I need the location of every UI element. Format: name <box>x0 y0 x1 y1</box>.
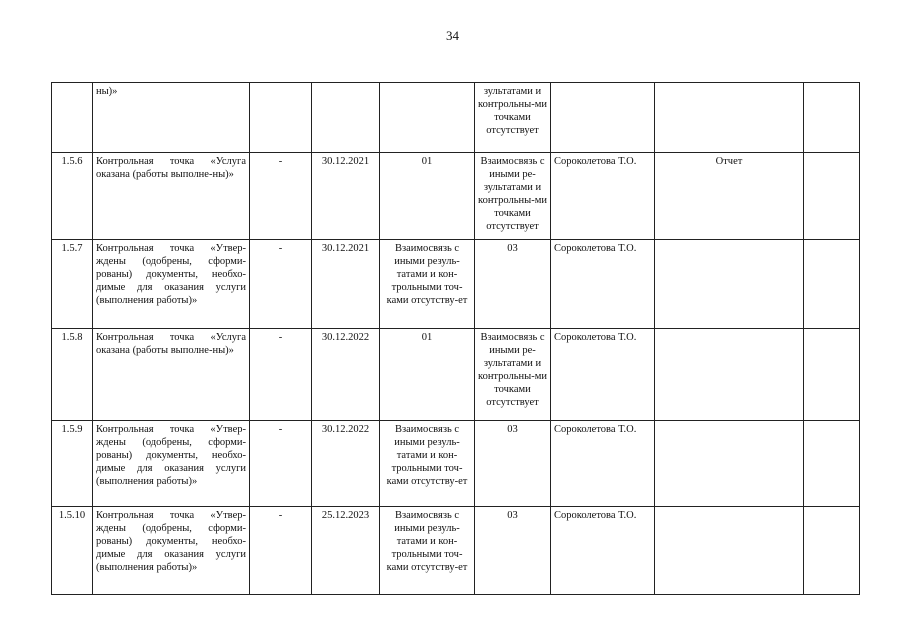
row-last <box>804 421 860 507</box>
row-number <box>52 83 93 153</box>
row-col5: Взаимосвязь с иными резуль-татами и кон-трольными точ-ками отсутству-ет <box>380 421 475 507</box>
row-doc <box>655 83 804 153</box>
row-person: Сороколетова Т.О. <box>551 329 655 421</box>
row-person <box>551 83 655 153</box>
table-row <box>52 421 860 507</box>
row-last <box>804 329 860 421</box>
row-date: 30.12.2022 <box>312 329 380 421</box>
row-person: Сороколетова Т.О. <box>551 240 655 329</box>
row-number: 1.5.7 <box>52 240 93 329</box>
row-dash: - <box>250 329 312 421</box>
row-name: Контрольная точка «Утвер-ждены (одобрены, сформи-рованы) документы, необхо-димые для оказания услуги (выполнения работы)» <box>93 507 250 595</box>
row-date: 30.12.2022 <box>312 421 380 507</box>
row-date <box>312 83 380 153</box>
row-last <box>804 153 860 240</box>
row-doc <box>655 507 804 595</box>
row-number: 1.5.10 <box>52 507 93 595</box>
row-col6: 03 <box>475 240 551 329</box>
row-col6: зультатами и контрольны-ми точками отсутствует <box>475 83 551 153</box>
row-name: Контрольная точка «Утвер-ждены (одобрены, сформи-рованы) документы, необхо-димые для оказания услуги (выполнения работы)» <box>93 421 250 507</box>
row-name: Контрольная точка «Утвер-ждены (одобрены, сформи-рованы) документы, необхо-димые для оказания услуги (выполнения работы)» <box>93 240 250 329</box>
row-col5 <box>380 83 475 153</box>
row-doc <box>655 329 804 421</box>
row-col5: 01 <box>380 329 475 421</box>
row-dash <box>250 83 312 153</box>
row-name: Контрольная точка «Услуга оказана (работы выполне-ны)» <box>93 153 250 240</box>
table-row <box>52 83 860 153</box>
table-row <box>52 153 860 240</box>
row-number: 1.5.6 <box>52 153 93 240</box>
table-row <box>52 240 860 329</box>
row-dash: - <box>250 240 312 329</box>
row-dash: - <box>250 153 312 240</box>
row-col6: 03 <box>475 421 551 507</box>
row-last <box>804 507 860 595</box>
row-name: Контрольная точка «Услуга оказана (работы выполне-ны)» <box>93 329 250 421</box>
row-doc: Отчет <box>655 153 804 240</box>
row-dash: - <box>250 421 312 507</box>
row-date: 30.12.2021 <box>312 240 380 329</box>
row-number: 1.5.9 <box>52 421 93 507</box>
row-doc <box>655 421 804 507</box>
control-points-table <box>51 82 860 595</box>
row-col6: 03 <box>475 507 551 595</box>
row-person: Сороколетова Т.О. <box>551 507 655 595</box>
row-dash: - <box>250 507 312 595</box>
row-col5: Взаимосвязь с иными резуль-татами и кон-трольными точ-ками отсутству-ет <box>380 507 475 595</box>
row-date: 25.12.2023 <box>312 507 380 595</box>
page-number: 34 <box>446 28 459 43</box>
row-doc <box>655 240 804 329</box>
row-last <box>804 83 860 153</box>
table-row <box>52 329 860 421</box>
row-name: ны)» <box>93 83 250 153</box>
row-last <box>804 240 860 329</box>
row-col5: Взаимосвязь с иными резуль-татами и кон-трольными точ-ками отсутству-ет <box>380 240 475 329</box>
row-person: Сороколетова Т.О. <box>551 153 655 240</box>
row-col6: Взаимосвязь с иными ре-зультатами и контрольны-ми точками отсутствует <box>475 329 551 421</box>
row-col6: Взаимосвязь с иными ре-зультатами и контрольны-ми точками отсутствует <box>475 153 551 240</box>
row-col5: 01 <box>380 153 475 240</box>
row-person: Сороколетова Т.О. <box>551 421 655 507</box>
row-date: 30.12.2021 <box>312 153 380 240</box>
table-row <box>52 507 860 595</box>
row-number: 1.5.8 <box>52 329 93 421</box>
